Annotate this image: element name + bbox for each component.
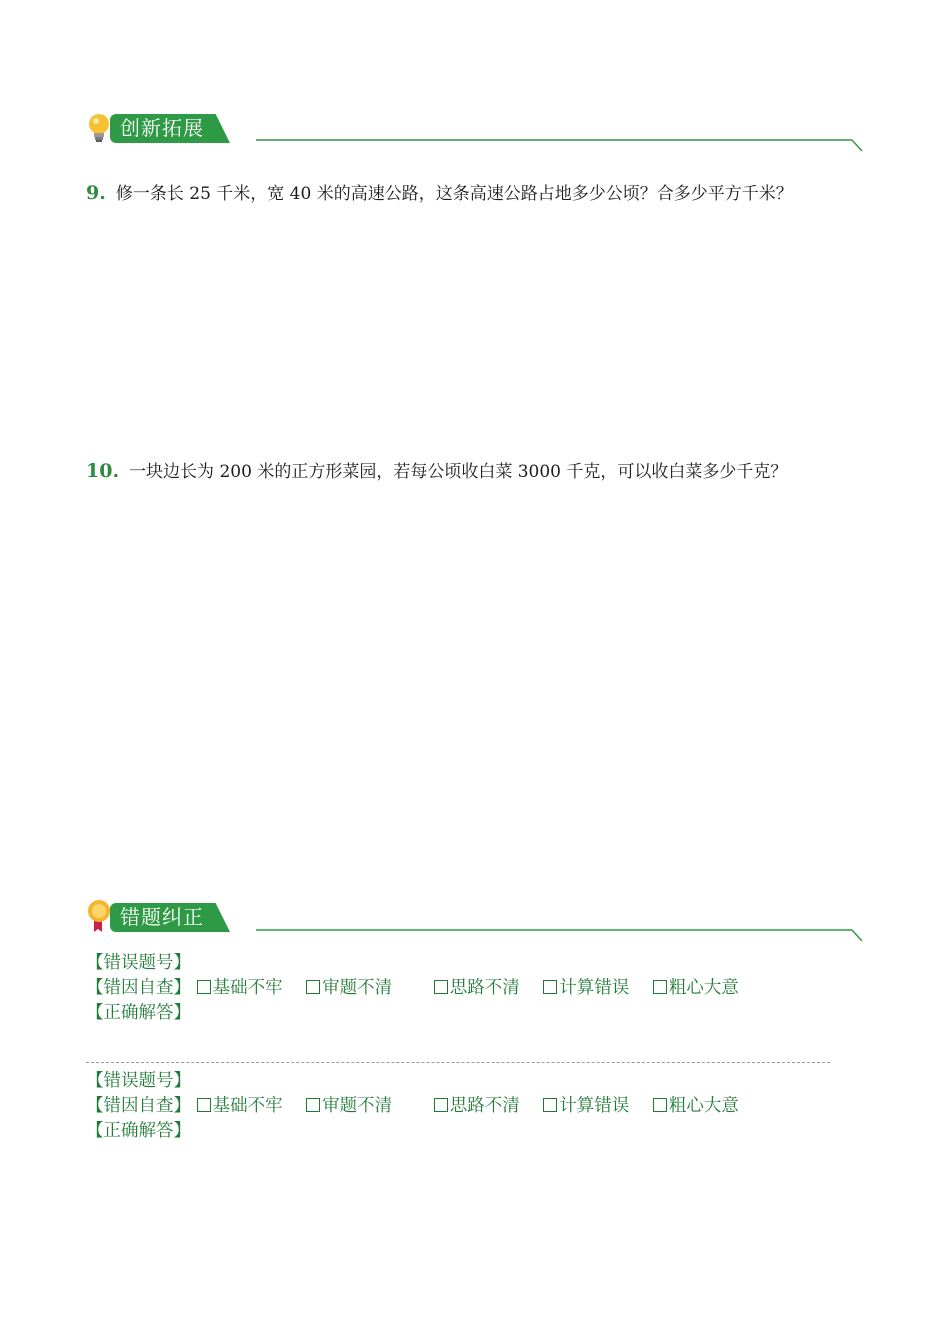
checkbox-icon[interactable] xyxy=(434,980,448,994)
checkbox-icon[interactable] xyxy=(306,980,320,994)
checkbox-option[interactable]: 审题不清 xyxy=(306,1094,392,1119)
medal-icon xyxy=(86,898,116,934)
wrong-number-label: 【错误题号】 xyxy=(86,1071,191,1091)
checkbox-option[interactable]: 计算错误 xyxy=(543,976,629,1001)
error-form-1 xyxy=(86,951,739,1026)
cause-label: 【错因自查】 xyxy=(86,978,191,998)
answer-label: 【正确解答】 xyxy=(86,1121,191,1141)
cause-row xyxy=(86,1094,739,1119)
cause-row xyxy=(86,976,739,1001)
wrong-number-row xyxy=(86,1069,739,1094)
question-number: 9. xyxy=(86,182,106,204)
checkbox-option[interactable]: 审题不清 xyxy=(306,976,392,1001)
cause-label: 【错因自查】 xyxy=(86,1096,191,1116)
checkbox-icon[interactable] xyxy=(434,1098,448,1112)
answer-row xyxy=(86,1001,739,1026)
checkbox-option[interactable]: 计算错误 xyxy=(543,1094,629,1119)
dashed-divider xyxy=(86,1062,830,1063)
checkbox-option[interactable]: 基础不牢 xyxy=(197,976,283,1001)
question-text: 修一条长 25 千米，宽 40 米的高速公路，这条高速公路占地多少公顷？合多少平方千米？ xyxy=(115,184,793,204)
question-text: 一块边长为 200 米的正方形菜园，若每公顷收白菜 3000 千克，可以收白菜多少千克？ xyxy=(129,462,788,482)
checkbox-icon[interactable] xyxy=(197,1098,211,1112)
wrong-number-label: 【错误题号】 xyxy=(86,953,191,973)
checkbox-option[interactable]: 基础不牢 xyxy=(197,1094,283,1119)
checkbox-option[interactable]: 思路不清 xyxy=(434,976,520,1001)
section-header-extension xyxy=(86,110,864,150)
question-9 xyxy=(86,181,793,206)
checkbox-icon[interactable] xyxy=(197,980,211,994)
checkbox-icon[interactable] xyxy=(543,1098,557,1112)
section-title: 创新拓展 xyxy=(120,116,204,140)
checkbox-option[interactable]: 思路不清 xyxy=(434,1094,520,1119)
checkbox-icon[interactable] xyxy=(543,980,557,994)
checkbox-option[interactable]: 粗心大意 xyxy=(653,976,739,1001)
answer-label: 【正确解答】 xyxy=(86,1003,191,1023)
question-number: 10. xyxy=(86,460,120,482)
wrong-number-row xyxy=(86,951,739,976)
error-form-2 xyxy=(86,1069,739,1144)
checkbox-icon[interactable] xyxy=(306,1098,320,1112)
section-header-correction xyxy=(86,898,864,938)
checkbox-icon[interactable] xyxy=(653,1098,667,1112)
answer-row xyxy=(86,1119,739,1144)
section-title: 错题纠正 xyxy=(120,905,204,929)
question-10 xyxy=(86,459,787,484)
checkbox-option[interactable]: 粗心大意 xyxy=(653,1094,739,1119)
lightbulb-icon xyxy=(86,110,114,146)
checkbox-icon[interactable] xyxy=(653,980,667,994)
